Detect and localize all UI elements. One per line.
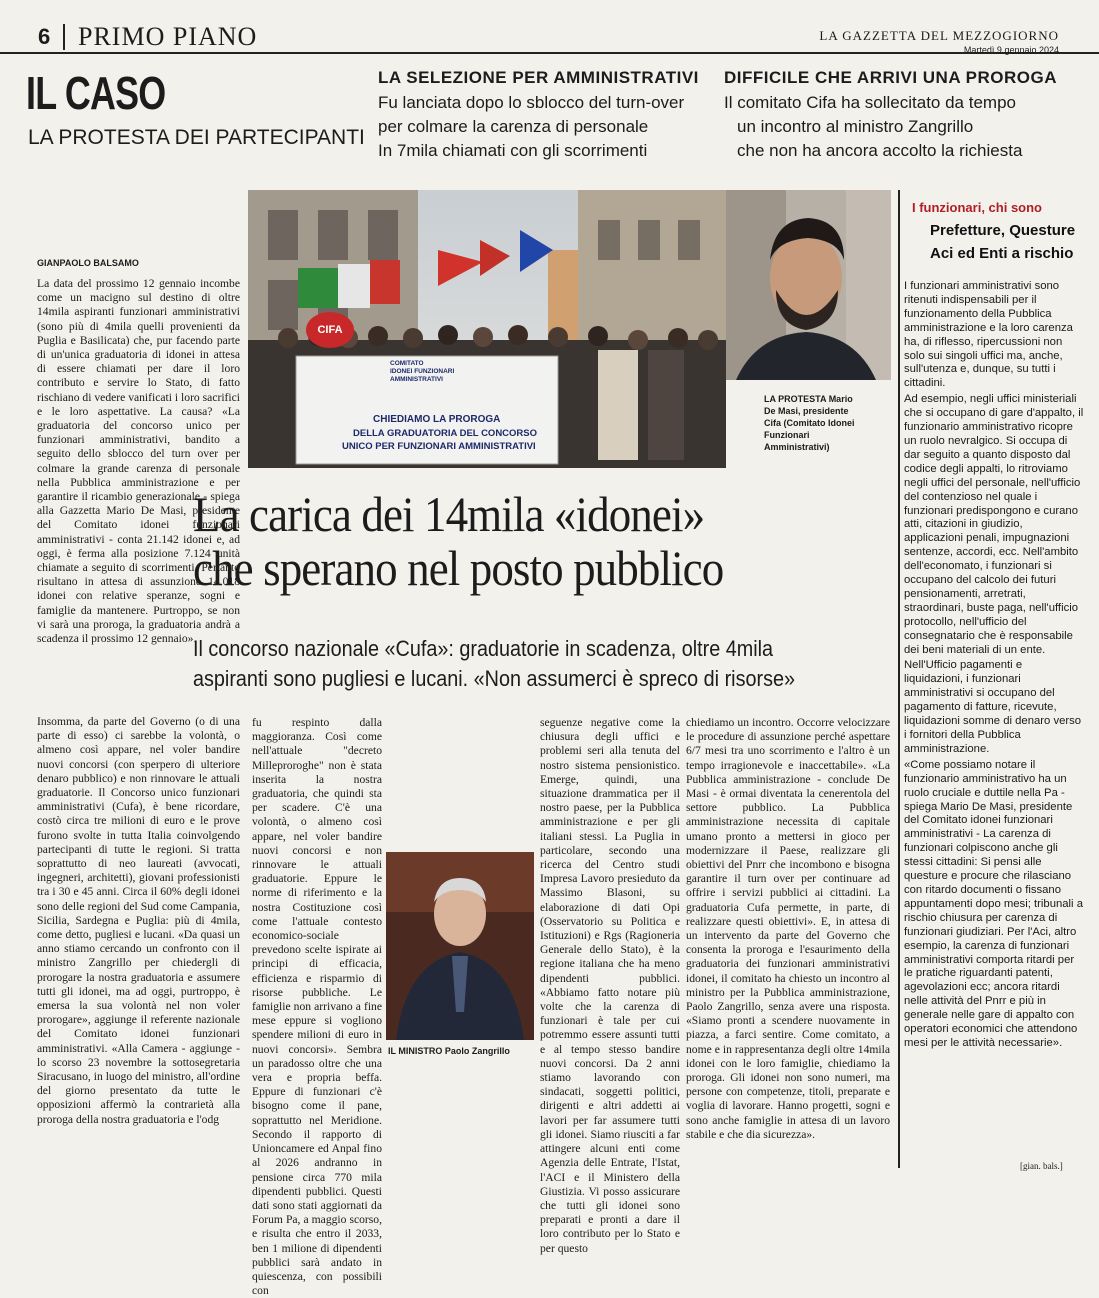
headline-line-2: che sperano nel posto pubblico [193,540,724,596]
kicker-subtitle: LA PROTESTA DEI PARTECIPANTI [28,126,365,149]
portrait-photo-drawing [726,190,891,380]
column-a-line-1: Fu lanciata dopo lo sblocco del turn-over [378,93,685,112]
caption-line-1: Mario [828,394,853,404]
cifa-logo: CIFA [306,312,354,348]
article-col-4: chiediamo un incontro. Occorre velocizzare le procedure di assunzione perché aspettare 6/7 mesi tra uno scorrimento e l'altro è un tempo irragionevole e inaccettabile». «La Pubblica amministrazione - conclude De Masi - è ormai diventata la cenerentola del settore pubblico. La Pubblica amministrazione necessita di capitale umano pronto a mettersi in gioco per modernizzare il Paese, realizzare gli obiettivi del Pnrr che incombono e bisogna garantire il turn over per continuare ad offrire i servizi pubblici ai cittadini. La graduatoria Cufa permette, in parte, di realizzare questi obiettivi». E, in attesa di un intervento da parte del Governo che consenta la proroga e l'esaurimento della graduatoria dei funzionari amministrativi idonei, il comitato ha chiesto un incontro al ministro per la Pubblica amministrazione, Paolo Zangrillo, senza avere una risposta. «Siamo pronti a scendere nuovamente in piazza, a farci sentire. Come comitato, a nome e in rappresentanza degli oltre 14mila idonei con le loro famiglie, chiediamo la proroga. Gli idonei non sono numeri, ma persone con competenze, titoli, preparate e voglia di lavorare. Hanno progetti, sogni e sono anche famiglie in attesa di un lavoro stabile e che dia sicurezza». [686,716,890,1141]
header-divider [63,24,65,50]
headline [193,487,814,595]
sidebar-title-1: Prefetture, Questure [930,222,1076,239]
banner-org-line-3: AMMINISTRATIVI [390,376,443,383]
banner-org-line-2: IDONEI FUNZIONARI [390,368,455,375]
banner-line-2: DELLA GRADUATORIA DEL CONCORSO [353,428,538,439]
banner-line-3: UNICO PER FUNZIONARI AMMINISTRATIVI [342,441,536,452]
banner-org-line-1: COMITATO [390,360,424,367]
subheadline-line-2: aspiranti sono pugliesi e lucani. «Non assumerci è spreco di risorse» [193,666,796,691]
article-col-3: seguenze negative come la chiusura degli uffici e problemi seri alla tenuta del nostro sistema pensionistico. Emerge, quindi, una situazione drammatica per il nostro paese, per la Pubblica amministrazione e per gli italiani stessi. La Puglia in particolare, secondo una ricerca del Centro studi Impresa Lavoro presieduto da Massimo Blasoni, su elaborazione di dati Opi (Osservatorio su Politica e Istituzioni) e Rgs (Ragioneria Generale dello Stato), è la regione italiana che ha meno dipendenti pubblici. «Abbiamo fatto notare più volte che la carenza di funzionari è tale per cui potremmo essere assunti tutti e al tempo stesso bandire nuovi concorsi. Da 2 anni stiamo lavorando con sindacati, soggetti politici, dirigenti e altri addetti ai lavori per far assumere tutti gli idonei. Siamo riusciti a far attingere alcuni enti come Agenzia delle Entrate, l'Istat, l'ACI e il Ministero della Giustizia. Vi posso assicurare che tutti gli idonei sono preparati e pronti a dare il loro contributo per lo Stato e per questo [540,716,680,1255]
sidebar-paragraph-1: I funzionari amministrativi sono ritenuti indispensabili per il funzionamento della Pubblica amministrazione e la loro carenza ha, di riflesso, ripercussioni non solo sui singoli uffici ma, anche, sull'utenza e, dunque, su tutti i cittadini. [904,280,1073,390]
caption-line-3: Cifa (Comitato Idonei [764,418,855,428]
sidebar-paragraph-2: Ad esempio, negli uffici ministeriali che si occupano di gare d'appalto, il funzionario amministrativo ricopre un ruolo nevralgico. Si occupa di dar seguito a quanto disposto dal codice degli appalti, lo ritroviamo negli uffici del personale, nell'ufficio del contenzioso nel quale i funzionari predispongono e curano atti, citazioni in giudizio, applicazioni penali, impugnazioni sentenze, accordi, ecc. Nell'ambito dell'economato, i funzionari si occupano del calcolo dei futuri pensionamenti, arretrati, straordinari, buste paga, nell'ufficio protocollo, nell'ufficio del consegnatario che è responsabile dei beni materiali di un ente. [904,393,1084,656]
caption-line-4: Funzionari [764,430,810,440]
protest-caption [764,394,853,404]
byline: GIANPAOLO BALSAMO [37,258,139,268]
column-b-line-2: un incontro al ministro Zangrillo [737,117,974,136]
minister-photo [386,852,534,1040]
article-col-2b [386,716,536,852]
sidebar-label: I funzionari, chi sono [912,200,1042,215]
sidebar-paragraph-3: Nell'Ufficio pagamenti e liquidazioni, i funzionari amministrativi si occupano del pagamento di fatture, ricevute, liquidazioni somme di denaro verso i fornitori della Pubblica amministrazione. [904,659,1082,755]
sidebar-body [904,280,1084,1172]
sidebar-paragraph-4: «Come possiamo notare il funzionario amministrativo ha un ruolo cruciale e duttile nella Pa - spiega Mario De Masi, presidente del Comitato idonei funzionari amministrativi - La carenza di funzionari colpiscono anche gli stessi cittadini: Si pensi alle questure e procure che rilasciano con ritardo documenti o fissano appuntamenti dopo mesi; tribunali a rischio chiusura per carenza di funzionari giudiziari. Per l'Aci, altro esempio, la carenza di funzionari amministrativi comporta ritardi per le pratiche riguardanti patenti, agevolazioni ecc; ancora ritardi nelle attività del Pnrr e più in generale nelle gare di appalto con operatori economici che attendono mesi per le attività necessarie». [904,758,1083,1049]
protest-photo [248,190,726,468]
caption-line-2: De Masi, presidente [764,406,849,416]
minister-caption-label: IL MINISTRO [388,1046,443,1056]
issue-date: Martedì 9 gennaio 2024 [963,45,1059,55]
page-number: 6 [38,24,51,49]
column-b-line-1: Il comitato Cifa ha sollecitato da tempo [724,93,1016,112]
caption-label: LA PROTESTA [764,394,827,404]
minister-caption [388,1046,510,1056]
article-col-1-bottom: Insomma, da parte del Governo (o di una parte di esso) ci sarebbe la volontà, o almeno così appare, nel voler bandire nuovi concorsi (con sperpero di ulteriore denaro pubblico) e non rinnovare le attuali graduatorie. Il Concorso unico funzionari amministrativi (Cufa), è bene ricordare, costò circa tre milioni di euro e le prove furono svolte in tutta Italia coinvolgendo partecipanti di tutte le regioni. Si tratta soprattutto di neo laureati (avvocati, ingegneri, architetti), giovani professionisti tra i 30 e 45 anni. Circa il 60% degli idonei sono delle regioni del Sud come Campania, Sicilia, Sardegna e Puglia: più di 4mila, come detto, pugliesi e lucani. «Da quasi un anno stiamo cercando un confronto con il ministro Zangrillo per chiedergli di prorogare la nostra graduatoria e assumere tutti gli idonei, ma ad oggi, purtroppo, è emersa la sua volontà nel non voler prorogare», aggiunge il referente nazionale del Comitato idonei funzionari amministrativi. «Alla Camera - aggiunge - lo scorso 23 novembre la sottosegretaria Siracusano, in luogo del ministro, all'ordine del giorno presentato da tutte le opposizioni affermò la contrarietà alla proroga della nostra graduatoria e l'odg [37,715,240,1126]
headline-line-1: La carica dei 14mila «idonei» [193,486,705,542]
section-title: PRIMO PIANO [78,22,258,51]
column-a-line-2: per colmare la carenza di personale [378,117,649,136]
sidebar-signature: [gian. bals.] [1020,1161,1063,1171]
kicker-label: IL CASO [26,67,166,119]
minister-photo-drawing [386,852,534,1040]
column-a-title: LA SELEZIONE PER AMMINISTRATIVI [378,68,699,87]
minister-caption-name: Paolo Zangrillo [444,1046,510,1056]
subheadline-line-1: Il concorso nazionale «Cufa»: graduatorie in scadenza, oltre 4mila [193,636,774,661]
caption-line-5: Amministrativi) [764,442,830,452]
column-a-line-3: In 7mila chiamati con gli scorrimenti [378,141,648,160]
masthead: LA GAZZETTA DEL MEZZOGIORNO [819,28,1059,43]
column-b-line-3: che non ha ancora accolto la richiesta [737,141,1023,160]
sidebar-divider [898,190,900,1168]
portrait-photo [726,190,891,380]
article-col-2: fu respinto dalla maggioranza. Così come nell'attuale "decreto Milleproroghe" non è stata inserita la nostra graduatoria, che quindi sta per scadere. C'è una volontà, o almeno così appare, nel voler bandire nuovi concorsi e non rinnovare le attuali graduatorie. Eppure le norme di riferimento e la nostra Costituzione così come l'attuale contesto economico-sociale prevedono scelte ispirate ai principi di efficacia, efficienza e risparmio di risorse pubbliche. Le famiglie non arrivano a fine mese eppure si vogliono spendere milioni di euro in nuovi concorsi». Sembra un paradosso oltre che una vera e propria beffa. Eppure di funzionari c'è bisogno come il pane, soprattutto nel Meridione. Secondo il rapporto di Unioncamere ed Anpal fino al 2026 andranno in pensione circa 770 mila dipendenti pubblici. Questi dati sono stati aggiornati da Forum Pa, a maggio scorso, e risulta che entro il 2033, ben 1 milione di dipendenti pubblici sarà andato in quiescenza, con possibili con [252,716,382,1298]
column-b-title: DIFFICILE CHE ARRIVI UNA PROROGA [724,68,1058,87]
sidebar-title-2: Aci ed Enti a rischio [930,245,1074,262]
banner-line-1: CHIEDIAMO LA PROROGA [373,414,501,425]
subheadline [193,634,823,694]
article-col-1-top: La data del prossimo 12 gennaio incombe come un macigno sul destino di oltre 14mila aspiranti funzionari amministrativi (sono più di 4mila quelli provenienti da Puglia e Basilicata) che, pur facendo parte di un'unica graduatoria di idonei in attesa di essere chiamati per dare il loro contributo e servire lo Stato, di fatto rischiano di vedere vanificati i loro sacrifici e le loro aspettative. La causa? «La graduatoria del concorso unico per funzionari amministrativi, bandito a seguito dello sblocco del turn over per colmare la grande carenza di personale nella Pubblica amministrazione e per garantire il ricambio generazionale - spiega alla Gazzetta Mario De Masi, presidente del Comitato idonei funzionari amministrativi - conta 21.142 idonei e, ad oggi, è ferma alla posizione 7.124 unità chiamate a seguito di scorrimenti. Pertanto risultano in attesa di assunzione 14.018 idonei con relative speranze, sogni e famiglie da mantenere. Purtroppo, se non vi sarà una proroga, la graduatoria andrà a scadenza il prossimo 12 gennaio». [37,277,240,646]
